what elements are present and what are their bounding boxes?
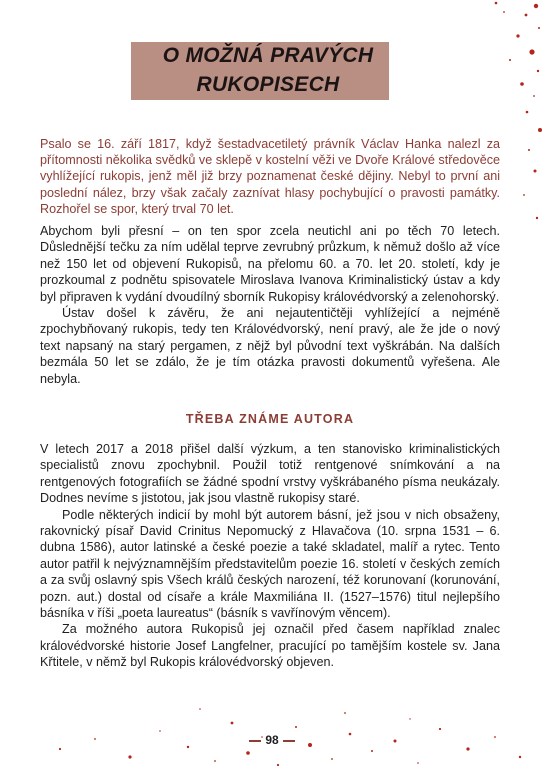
page-number: [0, 733, 544, 747]
intro-paragraph: Psalo se 16. září 1817, když šestadvacetiletý právník Václav Hanka nalezl za přítomnosti několika svědků ve sklepě v kostelní věži ve Dvoře Králové středověce vyhlížející rukopis, jenž měl již brzy poznamenat české dějiny. Nebyl to první ani poslední nález, brzy však začaly zaznívat hlasy pochybující o pravosti památky. Rozhořel se spor, který trval 70 let.: [40, 136, 500, 217]
paragraph: Za možného autora Rukopisů jej označil před časem například znalec královédvorské historie Josef Langfelner, pracující po tamějším kostele sv. Jana Křtitele, v němž byl Rukopis královédvorský objeven.: [40, 622, 500, 670]
page-title: O MOŽNÁ PRAVÝCH RUKOPISECH: [162, 44, 374, 96]
blood-splatter-bottom: [0, 679, 544, 769]
paragraph: Abychom byli přesní – on ten spor zcela neutichl ani po těch 70 letech. Důslednější tečku za ním udělal teprve zevrubný průzkum, k němuž došlo až více než 150 let od objevení Rukopisů, na přelomu 60. a 70. let 20. století, kdy je prozkoumal z podnětu spisovatele Miroslava Ivanova Kriminalistický ústav a kdy byl připraven k vydání dvoudílný sborník Rukopisy královédvorský a zelenohorský.: [40, 224, 500, 304]
paragraph: Podle některých indicií by mohl být autorem básní, jež jsou v nich obsaženy, rakovnický písař David Crinitus Nepomucký z Hlavačova (10. srpna 1531 – 6. dubna 1586), autor latinské a české poezie a také skladatel, malíř a rytec. Tento autor patřil k nejvýznamnějším představitelům poezie 16. století v českých zemích a za svůj oslavný spis Všech králů českých narození, též korunovaní (korunování, pozn. aut.) dostal od císaře a krále Maxmiliána II. (1527–1576) titul nejlepšího básníka v říši „poeta laureatus“ (básník s vavřínovým věncem).: [40, 507, 500, 621]
section-1: [40, 223, 500, 387]
section-2: [40, 441, 500, 671]
page-number-text: 98: [265, 733, 279, 747]
paragraph: V letech 2017 a 2018 přišel další výzkum, a ten stanovisko kriminalistických specialistů znovu zpochybnil. Použil totiž rentgenové snímkování a na rentgenových fotografiích se žádné spodní vrstvy vyškrábaného písma neukázaly. Dodnes nevíme s jistotou, jak jsou vlastně rukopisy staré.: [40, 442, 500, 506]
paragraph: Ústav došel k závěru, že ani nejautentičtěji vyhlížející a nejméně zpochybňovaný rukopis, tedy ten Královédvorský, není pravý, ale že jde o nový text napsaný na starý pergamen, z nějž byl původní text vyškrábán. Na dalších bezmála 50 let se zdálo, že je tím otázka pravosti dokumentů vyřešena. Ale nebyla.: [40, 306, 500, 386]
section-heading: TŘEBA ZNÁME AUTORA: [185, 412, 355, 426]
blood-splatter-top-right: [434, 0, 544, 260]
